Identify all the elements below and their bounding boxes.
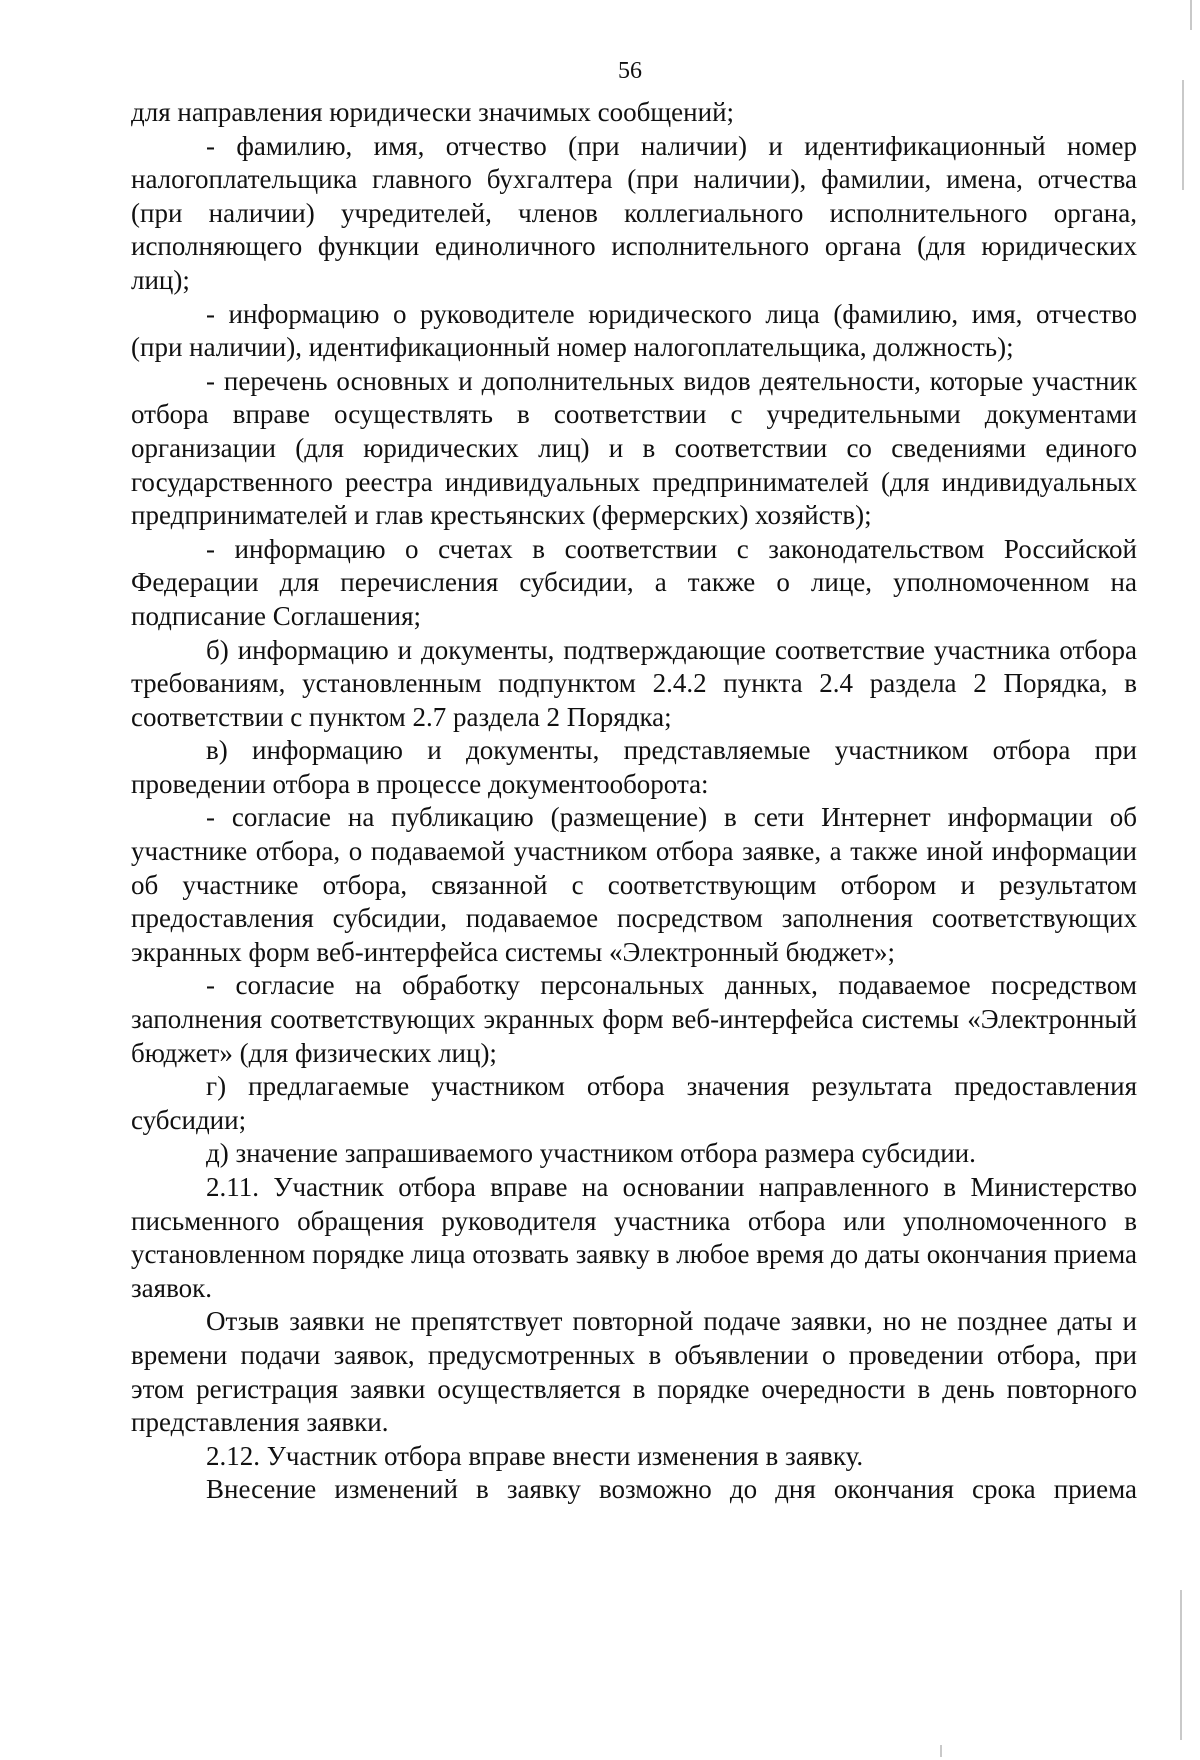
document-body [131, 96, 1137, 1507]
paragraph: в) информацию и документы, представляемые участником отбора при проведении отбора в процессе документооборота: [131, 735, 1137, 799]
scan-edge-mark [940, 1745, 942, 1757]
paragraph: - перечень основных и дополнительных видов деятельности, которые участник отбора вправе осуществлять в соответствии с учредительными документами организации (для юридических лиц) и в соответствии со сведениями единого государственного реестра индивидуальных предпринимателей (для индивидуальных предпринимателей и глав крестьянских (фермерских) хозяйств); [131, 365, 1137, 531]
paragraph: Отзыв заявки не препятствует повторной подаче заявки, но не позднее даты и времени подачи заявок, предусмотренных в объявлении о проведении отбора, при этом регистрация заявки осуществляется в порядке очередности в день повторного представления заявки. [131, 1306, 1137, 1438]
paragraph: - согласие на обработку персональных данных, подаваемое посредством заполнения соответствующих экранных форм веб-интерфейса системы «Электронный бюджет» (для физических лиц); [131, 970, 1137, 1068]
paragraph: г) предлагаемые участником отбора значения результата предоставления субсидии; [131, 1071, 1137, 1135]
page-number: 56 [618, 58, 642, 84]
paragraph: 2.11. Участник отбора вправе на основании направленного в Министерство письменного обращения руководителя участника отбора или уполномоченного в установленном порядке лица отозвать заявку в любое время до даты окончания приема заявок. [131, 1172, 1137, 1303]
scan-edge-mark [1182, 80, 1184, 190]
paragraph: б) информацию и документы, подтверждающие соответствие участника отбора требованиям, установленным подпунктом 2.4.2 пункта 2.4 раздела 2 Порядка, в соответствии с пунктом 2.7 раздела 2 Порядка; [131, 634, 1137, 732]
paragraph: - информацию о руководителе юридического лица (фамилию, имя, отчество (при наличии), идентификационный номер налогоплательщика, должность); [131, 298, 1137, 363]
paragraph: - согласие на публикацию (размещение) в сети Интернет информации об участнике отбора, о подаваемой участником отбора заявке, а также иной информации об участнике отбора, связанной с соответствующим отбором и результатом предоставления субсидии, подаваемое посредством заполнения соответствующих экранных форм веб-интерфейса системы «Электронный бюджет»; [131, 802, 1137, 967]
paragraph: - информацию о счетах в соответствии с законодательством Российской Федерации для перечисления субсидии, а также о лице, уполномоченном на подписание Соглашения; [131, 533, 1137, 631]
scan-edge-mark [1180, 1590, 1182, 1740]
paragraph: д) значение запрашиваемого участником отбора размера субсидии. [206, 1138, 976, 1169]
paragraph: - фамилию, имя, отчество (при наличии) и идентификационный номер налогоплательщика главного бухгалтера (при наличии), фамилии, имена, отчества (при наличии) учредителей, членов коллегиального исполнительного органа, исполняющего функции единоличного исполнительного органа (для юридических лиц); [131, 130, 1137, 295]
paragraph: Внесение изменений в заявку возможно до дня окончания срока приема [206, 1474, 1137, 1505]
paragraph: 2.12. Участник отбора вправе внести изменения в заявку. [206, 1440, 864, 1471]
scan-edge-mark [1190, 0, 1192, 30]
paragraph: для направления юридически значимых сообщений; [131, 97, 735, 127]
